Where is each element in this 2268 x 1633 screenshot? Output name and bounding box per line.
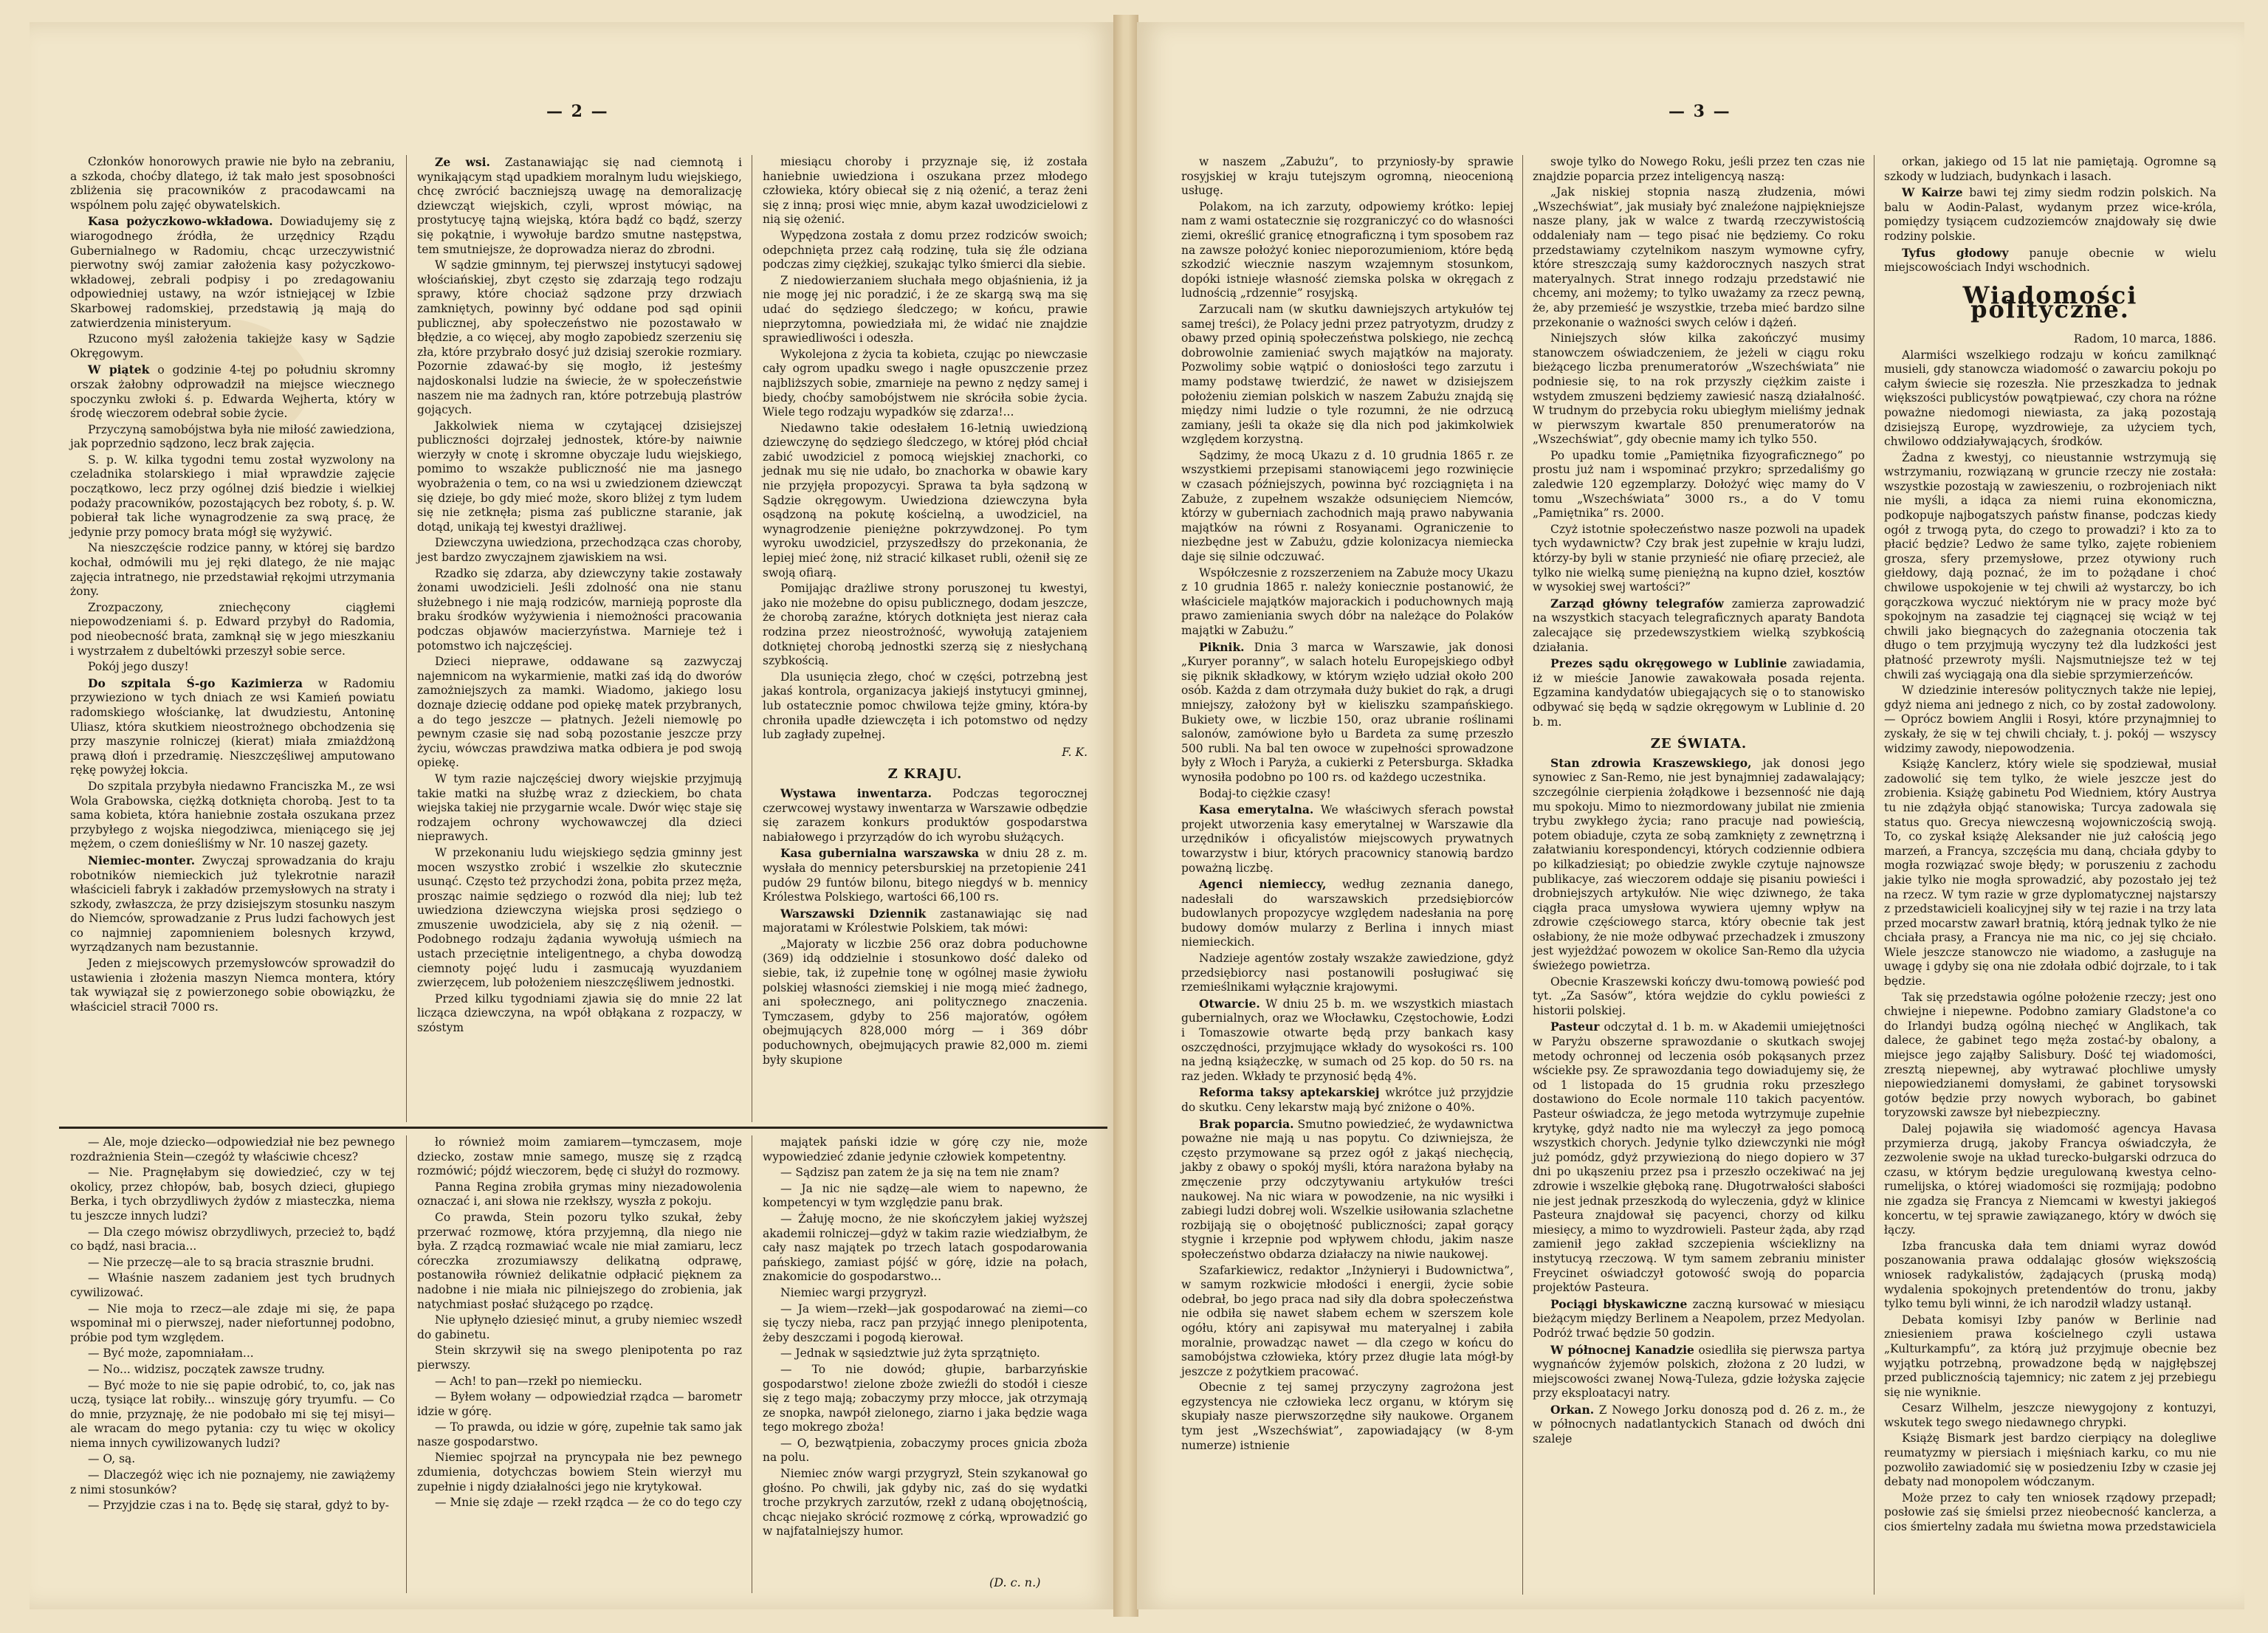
paragraph [70,1363,395,1378]
paragraph-lead: Kasa emerytalna. [1199,802,1314,817]
paragraph-lead: Stan zdrowia Kraszewskiego, [1550,755,1752,770]
paragraph-text: „Majoraty w liczbie 256 oraz dobra poduchowne (369) idą oddzielnie i stosunkowo dość daleko od siebie, tak, iż zupełnie tonę w ogólnej masie żywiołu polskiej własności ziemskiej i nie mogą mieć żadnego, ani społecznego, ani politycznego znaczenia. Tymczasem, gdyby to 256 majoratów, ogółem obejmujących 828,000 mórg — i 369 dóbr poduchownych, obejmujących prawie 82,000 m. ziemi były skupione [763,937,1087,1067]
paragraph [763,1286,1087,1301]
paragraph [1533,1297,1865,1341]
paragraph [1181,449,1513,565]
paragraph-text: Zrozpaczony, zniechęcony ciągłemi niepowodzeniami ś. p. Edward przybył do Radomia, pod nieobecność brata, zamknął się w jego mieszkaniu i wystrzałem z dubeltówki przeszył sobie serce. [70,600,395,658]
paragraph [763,155,1087,227]
paragraph-text: — O, są. [88,1452,136,1466]
paragraph-text: Panna Regina zrobiła grymas miny niezadowolenia oznaczać i, ani słowa nie rzekłszy, wyszła z pokoju. [417,1180,742,1209]
paragraph-text: W sądzie gminnym, tej pierwszej instytucyi sądowej włościańskiej, zbyt często się zdarzają tego rodzaju sprawy, które chociaż sądzone przy drzwiach zamkniętych, powinny być oddane pod sąd opinii publicznej, aby społeczeństwo nie pozostawało w błędzie, a co więcej, aby mogło zapobiedz szerzeniu się zła, które przybrało dosyć już dzisiaj szerokie rozmiary. Pozornie zdawać-by się mogło, iż jesteśmy najdoskonalsi ludzie na świecie, że w społeczeństwie naszem nie ma żadnych ran, które potrzebują plastrów gojących. [417,258,742,417]
paragraph-text: Członków honorowych prawie nie było na zebraniu, a szkoda, choćby dlatego, iż tak mało jest sposobności zbliżenia się pracowników z pracodawcami na wspólnem polu zajęć obywatelskich. [70,155,395,212]
paragraph-text: — Nie przeczę—ale to są bracia strasznie brudni. [88,1255,374,1269]
paragraph-text: — Sądzisz pan zatem że ja się na tem nie znam? [780,1166,1059,1180]
paragraph [417,419,742,535]
paragraph-text: Przed kilku tygodniami zjawia się do mnie 22 lat licząca dziewczyna, na wpół obłąkana z rozpaczy, w szóstym [417,991,742,1035]
paragraph-text: — To prawda, ou idzie w górę, zupełnie tak samo jak nasze gospodarstwo. [417,1420,742,1448]
paragraph-text: Rzucono myśl założenia takiejże kasy w Sądzie Okręgowym. [70,332,395,360]
paragraph-text: bawi tej zimy siedm rodzin polskich. Na balu w Aodin-Palast, wydanym przez wice-króla, pomiędzy tysiącem cudzoziemców znajdowały się dwie rodziny polskie. [1884,186,2216,243]
paragraph-text: Dla usunięcia złego, choć w części, potrzebną jest jakaś kontrola, organizacya jakiejś instytucyi gminnej, lub ostatecznie pomoc chwilowa tejże gminy, która-by chroniła upadłe dziewczęta i ich potomstwo od nędzy lub zagłady zupełnej. [763,670,1087,742]
paragraph-text: — O, bezwątpienia, zobaczymy proces gnicia zboża na polu. [763,1436,1087,1465]
paragraph-text: — Nie moja to rzecz—ale zdaje mi się, że papa wspominał mi o pierwszej, nader niefortunnej podobno, próbie pod tym względem. [70,1302,395,1344]
paragraph-text: Z Nowego Jorku donoszą pod d. 26 z. m., że w północnych nadatlantyckich Stanach od dwóch dni szaleje [1533,1403,1865,1446]
paragraph [1181,155,1513,199]
paragraph-text: — Ja wiem—rzekł—jak gospodarować na ziemi—co się tyczy nieba, racz pan przyjąć innego plenipotenta, żeby deszczami i pogodą kierował. [763,1302,1087,1344]
section-heading: ZE ŚWIATA. [1650,736,1748,752]
paragraph [70,362,395,421]
paragraph [70,1499,395,1513]
paragraph [70,214,395,331]
left-page [30,22,1115,1609]
paragraph [763,1363,1087,1435]
paragraph-text: Obecnie Kraszewski kończy dwu-tomową powieść pod tyt. „Za Sasów”, która wejdzie do cyklu powieści z historii polskiej. [1533,974,1865,1017]
article-column-3 [1884,155,2216,1536]
book-gutter [1113,15,1138,1617]
paragraph [417,1496,742,1510]
paragraph-text: Stein skrzywił się na swego plenipotenta po raz pierwszy. [417,1344,742,1372]
paragraph-lead: Reforma taksy aptekarskiej [1199,1085,1380,1100]
paragraph-text: Jeden z miejscowych przemysłowców sprowadził do ustawienia i złożenia maszyn Niemca montera, który tak wywiązał się z powierzonego sobie obowiązku, że właściciel stracił 7000 rs. [70,957,395,1014]
paragraph-text: w naszem „Zabużu”, to przyniosły-by sprawie rosyjskiej w kraju tutejszym ogromną, nieocenioną usługę. [1181,155,1513,198]
article-column-3 [763,155,1087,1069]
paragraph [1884,451,2216,683]
paragraph [417,536,742,565]
paragraph-text: Przyczyną samobójstwa była nie miłość zawiedziona, jak poprzednio sądzono, lecz brak zajęcia. [70,422,395,451]
paragraph-text: Niemiec spojrzał na pryncypała nie bez pewnego zdumienia, dotychczas bowiem Stein wierzył mu zupełnie i nigdy działalności jego nie krytykował. [417,1451,742,1493]
paragraph [70,453,395,540]
paragraph [70,1452,395,1467]
paragraph-text: Debata komisyi Izby panów w Berlinie nad zniesieniem prawa kościelnego czyli ustawa „Kulturkampfu”, za którą już przyjmuje obecnie bez wyjątku potrzebną, prowadzone będą w najgłębszej przed publicznością tajemnicy; nic zatem z jej przebiegu się nie wyniknie. [1884,1313,2216,1399]
paragraph [70,676,395,778]
serial-column-3 [763,1135,1087,1541]
paragraph [763,1467,1087,1539]
paragraph [417,1390,742,1419]
paragraph [1181,997,1513,1084]
serial-column-2 [417,1135,742,1512]
paragraph-text: W dziedzinie interesów politycznych także nie lepiej, gdyż niema ani jednego z nich, co by został zadowolony.— Oprócz bowiem Anglii i Rosyi, które przynajmniej to zyskały, że się w tej chwili chciały, t. j. pokój — wszyscy widzimy zawody, niepowodzenia. [1884,684,2216,755]
paragraph-text: Niniejszych słów kilka zakończyć musimy stanowczem oświadczeniem, że jeżeli w ciągu roku bieżącego liczba prenumeratorów „Wszechświata” nie podniesie się, to na rok przyszły ciężkim zaiste i wstydem zmuszeni będziemy zawiesić naszą działalność. W trudnym do przebycia roku ubiegłym mieliśmy jednak w pierwszym kwartale 850 prenumeratorów na „Wszechświat”, gdy obecnie mamy ich tylko 550. [1533,331,1865,447]
right-page [1137,22,2244,1609]
paragraph-text: Żadna z kwestyj, co nieustannie wstrzymują się wstrzymaniu, rozwiązaną w gruncie rzeczy nie została: wszystkie pozostają w zawieszeniu, o rozbrojeniach nikt nie myśli, a idąca za niemi ruina ekonomiczna, podkopuje najbogatszych państw finanse, podczas kiedy ogół z trwogą pyta, do czego to prowadzi? i kto za to płacić będzie? Ledwo że same tylko, zajęte robieniem grosza, sfery przemysłowe, przez otywiony ruch giełdowy, dają poznać, że im to pożądane i choć chwilowe uspokojenie w tej chwili aż wystarczy, bo ich gorączkowa wyczuć niektórym nie w pracy może być spokojnym na zasadzie tej ciągnącej się wciąż w tej chwili jako biegnących do zażegnania otoczenia tak długo o tem przyjmują wyczyny też dla ludzkości jest płatność przewroty myśli. Najsmutniejsze też w tej chwili zaś wyciągają ona dla siebie sprzymierzeńców. [1884,450,2216,681]
paragraph-lead: Pasteur [1550,1020,1600,1034]
paragraph [417,1313,742,1342]
paragraph [1884,1401,2216,1430]
paragraph-text: Co prawda, Stein pozoru tylko szukał, żeby przerwać rozmowę, która przyjemną, dla niego nie była. Z rządcą rozmawiać wcale nie miał zamiaru, lecz córeczka zrozumiawszy delikatną odprawę, postanowiła również delikatnie odpłacić pięknem za nadobne i nie miała nic pilniejszego do zrobienia, jak natychmiast posłać służącego po rządcę. [417,1210,742,1311]
paragraph-lead: Agenci niemieccy, [1199,877,1327,892]
paragraph-text: zamierza zaprowadzić na wszystkich stacyach telegraficznych aparaty Bandota zalecające się przedewszystkiem wielką szybkością działania. [1533,597,1865,654]
paragraph [763,1212,1087,1285]
paragraph [70,660,395,675]
paragraph-text: Zastanawiając się nad ciemnotą i wynikającym stąd upadkiem moralnym ludu wiejskiego, chcę zwrócić baczniejszą uwagę na demoralizację dziewcząt wiejskich, czyli, wprost mówiąc, na prostytucyę tajną wiejską, która bądź co bądź, szerzy się pokątnie, i wywołuje bardzo smutne następstwa, tem smutniejsze, że doprowadza nieraz do zbrodni. [417,156,742,256]
paragraph [763,1437,1087,1465]
paragraph-text: — Dla czego mówisz obrzydliwych, przecież to, bądź co bądź, nasi bracia... [70,1225,395,1254]
paragraph [763,846,1087,904]
serial-separator-rule [59,1127,1107,1129]
paragraph [417,1451,742,1494]
paragraph [1533,975,1865,1019]
column-divider [406,1135,407,1593]
paragraph-text: Obecnie z tej samej przyczyny zagrożona jest egzystencya nie człowieka lecz organu, w którym się skupiały nasze pierwszorzędne siły naukowe. Organem tym jest „Wszechświat”, zapowiadający (w 8-ym numerze) istnienie [1181,1381,1513,1452]
paragraph-text: osiedliła się pierwsza partya wygnańców żyjemów polskich, złożona z 20 ludzi, w miejscowości zwanej Nową-Tuleza, gdzie łożyska zajęcie przy eksploatacyi natry. [1533,1343,1865,1400]
paragraph [763,670,1087,743]
paragraph-lead: Orkan. [1550,1402,1595,1417]
paragraph-text: Nadzieje agentów zostały wszakże zawiedzione, gdyż przedsiębiorcy nasi postanowili posługiwać się rzemieślnikami wyłącznie krajowymi. [1181,952,1513,994]
section-heading: Z KRAJU. [887,766,963,783]
paragraph [417,155,742,257]
paragraph [1533,1020,1865,1295]
paragraph [763,229,1087,272]
paragraph-lead: W Kairze [1902,185,1963,200]
paragraph [417,1344,742,1372]
paragraph-text: Dowiadujemy się z wiarogodnego źródła, że urzędnicy Rządu Gubernialnego w Radomiu, chcąc urzeczywistnić pierwotny swój zamiar założenia kasy pożyczkowo-wkładowej, zebrali podpisy i po zredagowaniu odpowiedniej ustawy, na wzór istniejącej w Izbie Skarbowej radomskiej, przedstawią ją mają do zatwierdzenia ministeryum. [70,215,396,330]
paragraph [70,1379,395,1451]
paragraph [70,601,395,659]
paragraph-lead: Wystawa inwentarza. [780,785,932,800]
paragraph-text: Pomijając drażliwe strony poruszonej tu kwestyi, jako nie możebne do opisu publicznego, dodam jeszcze, że chorobą zaraźne, których dotknięta jest nieraz cała rodzina przez nieostrożność, wywołują zatajeniem dotkniętej chorobą jednostki szerzą się z niesłychaną szybkością. [763,582,1087,668]
paragraph-text: — Nie. Pragnęłabym się dowiedzieć, czy w tej okolicy, przez chłopów, bab, bosych dzieci, głupiego Berka, i tych obrzydliwych żydów z miasteczka, niema tu jeszcze innych ludzi? [70,1166,395,1223]
paragraph [763,1182,1087,1211]
paragraph-text: — Mnie się zdaje — rzekł rządca — że co do tego czy [435,1496,742,1510]
paragraph-lead: Piknik. [1199,639,1245,654]
paragraph-text: Sądzimy, że mocą Ukazu z d. 10 grudnia 1865 r. ze wszystkiemi przepisami stanowiącemi jego rozwinięcie w czasach późniejszych, powinna być rozciągnięta i na Zabuże, z zupełnem wszakże odsunięciem Niemców, którzy w guberniach zachodnich mają prawo nabywania majątków na równi z Rosyanami. Ograniczenie to niezbędne jest w Zabużu, gdzie kolonizacya niemiecka daje się silnie odczuwać. [1181,448,1513,564]
paragraph [417,772,742,845]
paragraph-text: Nie upłynęło dziesięć minut, a gruby niemiec wszedł do gabinetu. [417,1313,742,1341]
paragraph [763,348,1087,420]
paragraph [1181,1117,1513,1262]
paragraph-text: Dziewczyna uwiedziona, przechodząca czas choroby, jest bardzo zwyczajnem zjawiskiem na wsi. [417,536,742,565]
paragraph-text: Szafarkiewicz, redaktor „Inżynieryi i Budownictwa”, w samym rozkwicie młodości i energii, życie sobie odebrał, bo jego praca nad siły dla dobra społeczeństwa nie odbiła się nawet słabem echem w szerszem kole ogółu, który ani zapisywał mu materyalnej i zabiła moralnie, prowadząc nawet — dla czego w końcu do samobójstwa człowieka, który przez długie lata mógł-by jeszcze z pożytkiem pracować. [1181,1263,1513,1378]
paragraph [70,1468,395,1497]
paragraph [1884,1491,2216,1535]
paragraph-text: w dniu 28 z. m. wysłała do mennicy petersburskiej na przetopienie 241 pudów 29 funtów bilonu, bitego niegdyś w b. mennicy Królestwa Polskiego, wartości 66,100 rs. [763,847,1087,904]
paragraph-text: wkrótce już przyjdzie do skutku. Ceny lekarstw mają być zniżone o 40%. [1181,1086,1513,1114]
paragraph-lead: Prezes sądu okręgowego w Lublinie [1550,656,1787,671]
paragraph [70,155,395,213]
paragraph [1884,1431,2216,1489]
paragraph-text: W tym razie najczęściej dwory wiejskie przyjmują takie matki na służbę wraz z dzieckiem, bo chata wiejska takiej nie przygarnie wcale. Dwór więc staje się rodzajem ochrony wychowawczej dla dzieci nieprawych. [417,771,742,844]
paragraph [763,1347,1087,1361]
paragraph [1181,200,1513,301]
paragraph-text: zawiadamia, iż w mieście Janowie zawakowała posada rejenta. Egzamina kandydatów ubiegających się o to stanowisko odbywać się będą w sądzie okręgowym w Lublinie d. 20 b. m. [1533,657,1865,729]
paragraph-text: zastanawiając się nad majoratami w Królestwie Polskiem, tak mówi: [763,907,1087,935]
paragraph-text: miesiącu choroby i przyznaje się, iż została haniebnie uwiedziona i oszukana przez młodego człowieka, który obiecał się z nią ożenić, a teraz żeni się z inną; prosi więc mnie, abym kazał uwodzicielowi z nią się ożenić. [763,155,1087,227]
paragraph [1181,952,1513,995]
paragraph-text: Bodaj-to ciężkie czasy! [1199,786,1331,800]
paragraph-text: — Przyjdzie czas i na to. Będę się starał, gdyż to by- [88,1499,389,1513]
paragraph-text: Rzadko się zdarza, aby dziewczyny takie zostawały żonami uwodzicieli. Jeśli zdolność ona nie stanu służebnego i nie mają rodziców, marnieją poproste dla braku środków wyżywienia i niemożności pracowania podczas objawów macierzyństwa. Marnieje też i potomstwo ich najczęściej. [417,566,742,653]
paragraph-text: odczytał d. 1 b. m. w Akademii umiejętności w Paryżu obszerne sprawozdanie o skutkach swojej metody ochronnej od leczenia osób pokąsanych przez wściekłe psy. Ze sprawozdania tego dowiadujemy się, że od 1 listopada do 15 grudnia roku przeszłego dostawiono do Ecole normale 110 takich pacyentów. Pasteur oświadcza, że jego metoda wytrzymuje zupełnie krytykę, gdyż nadto nie ma wyleczył za jego pomocą wszystkich chorych. Jedynie tylko dziewczynki nie mógł już pomódz, gdyż przywiezioną do niego dopiero w 37 dni po ukąszeniu przez psa i przeszło oczekiwać na jej zdrowie i wszelkie głęboką ranę. Długotrwałości słabości nie jest jednak przeszkodą do wyleczenia, gdyż w klinice Pasteura znajdował się pacyenci, chorzy od kilku miesięcy, a mimo to wyzdrowieli. Pasteur żąda, aby rząd zamienił jego zakład szczepienia wścieklizny na instytucyą rzeczową. W tym samem zebraniu minister Freycinet oświadczył gotowość swoją do poparcia projektów Pasteura. [1533,1020,1865,1295]
paragraph-lead: W północnej Kanadzie [1550,1342,1694,1357]
paragraph-text: — Żałuję mocno, że nie skończyłem jakiej wyższej akademii rolniczej—gdyż w takim razie wiedziałbym, że cały nasz majątek po trzech latach gospodarowania pańskiego, zamiast pójść w górę, idzie na połach, znakomicie do gospodarstwo... [763,1211,1087,1284]
paragraph [70,1347,395,1361]
paragraph-lead: Ze wsi. [435,155,490,169]
paragraph-text: Może przez to cały ten wniosek rządowy przepadł; posłowie zaś się śmielsi przez nieobecność kanclerza, a cios śmiertelny zadała mu świetna mowa przedstawiciela [1884,1491,2216,1534]
paragraph [70,1271,395,1300]
paragraph [417,655,742,771]
paragraph-lead: Do szpitala Ś-go Kazimierza [88,675,303,690]
paragraph [417,567,742,654]
paragraph-text: zaczną kursować w miesiącu bieżącym między Berlinem a Neapolem, przez Medyolan. Podróż trwać będzie 50 godzin. [1533,1297,1865,1340]
paragraph [70,541,395,599]
paragraph-text: Dalej pojawiła się wiadomość agencya Havasa przymierza drugą, jakoby Francya oświadczyła, że zezwolenie swoje na układ turecko-bułgarski odrzuca do czasu, w którym będzie uregulowaną kwestya celno-rumelijska, o której wiadomości się rozmijają; podobno nie zgadza się Francya z Niemcami w kwestyi jakiegoś koncertu, w tej sprawie zawiązanego, który w dwóch się łączy. [1884,1122,2216,1237]
paragraph [70,1166,395,1223]
paragraph [763,1166,1087,1180]
paragraph [417,1180,742,1209]
paragraph [1181,640,1513,785]
paragraph [417,1211,742,1312]
paragraph-text: — Być może to nie się papie odrobić, to, co, jak nas uczą, tysiące lat robiły... winszuję góry tryumfu. — Co do mnie, przyznaję, że nie podobało mi się tej misyi—ale wracam do mego pytania: czy tu więc w okolicy niema innych cywilizowanych ludzi? [70,1378,395,1450]
page-number-left: — 2 — [546,102,609,121]
paragraph-text: Niemiec znów wargi przygryzł, Stein szykanował go głośno. Po chwili, jak gdyby nic, zaś do się wydatki troche przykrych zarzutów, rzekł z udaną obojętnością, chcąc niejako skrócić rozmowę z córką, wprowadzić go w najfatalniejszy humor. [763,1467,1087,1539]
paragraph-text: „Jak niskiej stopnia naszą złudzenia, mówi „Wszechświat”, jak musiały być znaleźone najpiękniejsze nasze plany, jak w walce z twardą rzeczywistością oddaleniały nam — tego pisać nie będziemy. Co roku przedstawiamy czytelnikom naszym wymowne cyfry, które streszczają sumy każdorocznych naszych strat materyalnych. Strat innego rodzaju przedstawić nie chcemy, ani możemy; to tylko uważamy za rzecz pewną, że, aby przemieść je wszystkie, trzeba mieć bardzo silne przekonanie o ważności swych celów i dążeń. [1533,185,1865,329]
paragraph-text: Zarzucali nam (w skutku dawniejszych artykułów tej samej treści), że Polacy jedni przez patryotyzm, drudzy z obawy przed opinią społeczeństwa polskiego, nie zechcą dobrowolnie zamieniać swych majątków na majoraty. Pozwolimy sobie wątpić o doniosłości tego zarzutu i mamy podstawę twierdzić, że nawet w dzisiejszem położeniu ziemian polskich w naszem Zabużu znajdą się między nimi ludzie o tyle rozumni, że nie odrzucą zamiany, jeśli ta okaże się dla nich pod jakimkolwiek względem korzystną. [1181,302,1513,447]
paragraph-text: We właściwych sferach powstał projekt utworzenia kasy emerytalnej w Warszawie dla urzędników i oficyalistów miejscowych prywatnych towarzystw i biur, których pracownicy stanowią bardzo poważną liczbę. [1181,803,1513,875]
paragraph-text: — Ach! to pan—rzekł po niemiecku. [435,1374,642,1388]
paragraph [1884,991,2216,1121]
paragraph [70,780,395,852]
dateline: Radom, 10 marca, 1886. [2073,331,2216,345]
paragraph-text: — Ja nic nie sądzę—ale wiem to napewno, że kompetencyi w tym względzie panu brak. [763,1181,1087,1210]
paragraph [1884,246,2216,275]
paragraph [417,846,742,991]
paragraph [1884,348,2216,450]
paragraph-text: Polakom, na ich zarzuty, odpowiemy krótko: lepiej nam z wami ostatecznie się rozgraniczyć co do własności ziemi, określić granicę etnograficzną i tym sposobem raz na zawsze położyć koniec nieporozumieniom, które będą szkodzić wiecznie naszym wzajemnym stosunkom, dopóki istnieje własność ziemska polska w okręgach z ludnością „rdzennie” rosyjską. [1181,199,1513,300]
paragraph-lead: Zarząd główny telegrafów [1550,596,1724,611]
paragraph-text: Podczas tegorocznej czerwcowej wystawy inwentarza w Warszawie odbędzie się zarazem konkurs produktów gospodarstwa nabiałowego i przyrządów do ich wyrobu służących. [763,786,1087,844]
paragraph-text: ło również moim zamiarem—tymczasem, moje dziecko, zostaw mnie samego, muszę się z rządcą rozmówić; pójdź wieczorem, będę ci służył do rozmowy. [417,1135,742,1178]
paragraph [70,1256,395,1271]
paragraph-text: Współczesnie z rozszerzeniem na Zabuże mocy Ukazu z 10 grudnia 1865 r. należy koniecznie postanowić, że właściciele majątków majorackich i poduchownych mają prawo zamieniania swych dóbr na należące do Polaków majątki w Zabużu.” [1181,565,1513,637]
paragraph-text: — Ale, moje dziecko—odpowiedział nie bez pewnego rozdrażnienia Stein—czegóż ty właściwie chcesz? [70,1135,395,1163]
paragraph [70,332,395,361]
paragraph [1533,597,1865,655]
paragraph-text: Dnia 3 marca w Warszawie, jak donosi „Kuryer poranny”, w salach hotelu Europejskiego odbył się piknik składkowy, w którym wzięło udział około 200 osób. Każda z dam otrzymała duży bukiet do rąk, a drugi mniejszy, założony był w kieliszku szampańskiego. Bukiety owe, w liczbie 150, oraz ubranie roślinami salonów, zamówione było u Bardeta za sumę przeszło 500 rubli. Na bal ten owoce w zupełności sprowadzone były z Włoch i Paryża, a cukierki z Petersburga. Składka wynosiła podobno po 100 rs. od każdego uczestnika. [1181,640,1513,784]
paragraph [763,274,1087,346]
paragraph [763,422,1087,581]
paragraph [70,957,395,1014]
paragraph [1533,449,1865,521]
paragraph-text: w Radomiu przywieziono w tych dniach ze wsi Kamień powiatu radomskiego włościankę, lat dwudziestu, Antoninę Uliasz, która skutkiem nieostrożnego obchodzenia się przy maszynie rolniczej (kierat) miała zmiażdżoną prawą dłoń i przedramię. Nieszczęśliwej amputowano rękę powyżej łokcia. [70,676,395,777]
paragraph-text: Po upadku tomie „Pamiętnika fizyograficznego” po prostu już nam i wspominać przykro; sprzedaliśmy go zaledwie 120 egzemplarzy. Dołożyć więc mamy do V tomu „Wszechświata” 3000 rs., a do V tomu „Pamiętnika” rs. 2000. [1533,448,1865,520]
article-column-1 [1181,155,1513,1454]
paragraph [70,853,395,955]
paragraph-text: według zeznania danego, nadesłali do warszawskich przedsiębiorców budowlanych propozycye względem nadesłania na porę budowy domów mularzy z Berlina i innych miast niemieckich. [1181,878,1513,949]
paragraph [1533,1403,1865,1447]
paragraph [763,786,1087,845]
paragraph-text: W dniu 25 b. m. we wszystkich miastach gubernialnych, oraz we Włocławku, Częstochowie, Łodzi i Tomaszowie otwarte będą przy bankach kasy oszczędności, przyjmujące wkłady do wysokości rs. 100 na jedną książeczkę, w sumach od 25 kop. do 50 rs. na raz jeden. Wkłady te przynosić będą 4%. [1181,997,1513,1083]
paragraph-text: Dzieci nieprawe, oddawane są zazwyczaj najemnicom na wykarmienie, matki zaś idą do dworów zamożniejszych za mamki. Wiadomo, jakiego losu doznaje dziecię oddane pod opiekę matek przybranych, a do tego jeszcze — płatnych. Jeżeli niemowlę po pewnym czasie się nad sobą pozostanie jeszcze przy życiu, wówczas prawdziwa matka odbiera je pod swoją opiekę. [417,655,742,770]
paragraph-lead: Pociągi błyskawiczne [1550,1296,1688,1311]
section-title: Wiadomości polityczne. [1962,281,2138,324]
continued-marker: (D. c. n.) [989,1575,1041,1589]
paragraph-text: — Jednak w sąsiedztwie już żyta sprzątnięto. [780,1347,1040,1361]
paragraph-lead: Brak poparcia. [1199,1116,1294,1131]
paragraph [1884,684,2216,756]
paragraph-text: Książę Bismark jest bardzo cierpiący na dolegliwe reumatyzmy w piersiach i mięśniach karku, co mu nie pozwoliło zawiadomić się w posiedzeniu Izby w czasie jej debaty nad monopolem wódczanym. [1884,1431,2216,1489]
column-divider [406,155,407,1122]
paragraph-text: — No... widzisz, początek zawsze trudny. [88,1362,326,1376]
paragraph-text: — Być może, zapomniałam... [88,1347,254,1361]
page-number-right: — 3 — [1669,102,1731,121]
paragraph [763,582,1087,669]
paragraph [1884,1122,2216,1238]
paragraph-text: Jakkolwiek niema w czytającej dzisiejszej publiczności dojrzałej jednostek, które-by naiwnie wierzyły w cnotę i skromne obyczaje ludu wiejskiego, pomimo to wszakże publiczność nie ma jasnego wyobrażenia o tem, co na wsi u zwiedzionem dziewcząt się dzieje, bo gdy mieć może, skoro bliżej z tym ludem się nie zetknęła; pisma zaś publiczne staranie, jak dotąd, unikają tej kwestyi drażliwej. [417,419,742,534]
paragraph [1533,523,1865,595]
paragraph-text: Izba francuska dała tem dniami wyraz dowód poszanowania prawa oddalając głosów większością wniosek radykalistów, żądających (pruską modą) wydalenia spokojnych pretendentów do tronu, jakby tylko temu byli winni, że ich narodził wladzy ustanął. [1884,1239,2216,1311]
paragraph-lead: Warszawski Dziennik [780,906,927,921]
paragraph-text: Tak się przedstawia ogólne położenie rzeczy; jest ono chwiejne i niepewne. Podobno zamiary Gladstone'a co do Irlandyi budzą ogólną niechęć w Anglikach, tak dalece, że gabinet tego męża zostać-by obalony, a miejsce jego zająłby Salisbury. Dość tej wiadomości, zresztą niepewnej, aby wytrawać płochliwe umysły niepowiedzianemi domysłami, że gabinet torysowski gotów będzie przy nowych wyborach, bo gabinet toryzowski zawsze był niebezpieczny. [1884,990,2216,1120]
paragraph-lead: Niemiec-monter. [88,853,196,867]
paragraph-text: jak donosi jego synowiec z San-Remo, nie jest bynajmniej zadawalający; szczególnie cierpienia żołądkowe i bezsenność nie dają mu spokoju. Mimo to niezmordowany jubilat nie zmienia trybu zwykłego życia; rano pracuje nad powieścią, potem obiaduje, czyta ze sobą zamknięty z zewnętrzną i załatwianiu korespondencyi, których codziennie odbiera po kilkadziesiąt; po obiedzie zwykle czytuje najnowsze publikacye, zaś wieczorem oddaje się pisaniu powieści i drobniejszych artykułów. Nie więc dziwnego, że taka ciągła praca umysłowa wywiera ujemny wpływ na zdrowie częściowego starca, który obecnie tak jest osłabiony, że nie może odbywać przechadzek i zmuszony jest wyjeżdżać powozem w okolice San-Remo dla użycia świeżego powietrza. [1533,756,1865,973]
paragraph-text: majątek pański idzie w górę czy nie, może wypowiedzieć zdanie jedynie człowiek kompetentny. [763,1135,1087,1163]
paragraph-text: Niedawno takie odesłałem 16-letnią uwiedzioną dziewczynę do sędziego śledczego, w której płód chciał zabić uwodziciel z pomocą wiejskiej znachorki, co jednak mu się nie udało, bo znachorka w obawie kary nie przyjęła propozycyi. Sprawa ta była sądzoną w Sądzie okręgowym. Uwiedziona dziewczyna była osądzoną na pokutę kościelną, a uwodziciel, na wynagrodzenie pieniężne pokrzywdzonej. Po tym wyroku uwodziciel, przyszedłszy do przekonania, że lepiej mieć żonę, niż stracić kilkaset rubli, ożenił się ze swoją ofiarą. [763,421,1087,580]
paragraph-text: Do szpitala przybyła niedawno Franciszka M., ze wsi Wola Grabowska, ciężką dotknięta chorobą. Jest to ta sama kobieta, która haniebnie została oszukana przez przybyłego z wojska niegodziwca, mieniącego się jej mężem, o czem donieśliśmy w Nr. 10 naszej gazety. [70,779,395,851]
paragraph-lead: Otwarcie. [1199,996,1260,1011]
paragraph [1884,757,2216,989]
paragraph-text: S. p. W. kilka tygodni temu został wyzwolony na czeladnika stolarskiego i miał wprawdzie zajęcie początkowo, lecz przy ogólnej dziś biedzie i wielkiej podaży pracowników, pozostających bez roboty, ś. p. W. pobierał tak liche wynagrodzenie za swą pracę, że jedynie przy pomocy brata mógł się wyżywić. [70,453,395,539]
paragraph [417,992,742,1036]
paragraph [763,938,1087,1068]
paragraph [1181,566,1513,639]
paragraph [70,1302,395,1346]
paragraph [763,907,1087,936]
paragraph-text: — Dlaczegóż więc ich nie poznajemy, nie zawiążemy z nimi stosunków? [70,1468,395,1496]
paragraph [1533,656,1865,729]
paragraph-text: — To nie dowód; głupie, barbarzyńskie gospodarstwo! zielone zboże zwieźli do stodół i ciesze się z tego mają; zobaczymy przy młocce, jak otrzymają ze snopka, nawpół zielonego, ziarno i jaka będzie waga tego mokrego zboża! [763,1362,1087,1434]
paragraph-text: Pokój jego duszy! [88,660,189,674]
article-column-1 [70,155,395,1016]
paragraph-text: — Byłem wołany — odpowiedział rządca — barometr idzie w górę. [417,1390,742,1418]
paragraph [1533,756,1865,974]
article-column-2 [1533,155,1865,1448]
paragraph-text: Smutno powiedzieć, że wydawnictwa poważne nie mają u nas popytu. Co dziwniejsza, że często przymowane są przez ogół z jakąś niechęcią, jakby z obawy o spokój myśli, która narażona byłaby na zmęczenie przy odczytywaniu artykułów treści naukowej. Na nic wiara w powodzenie, na nic wysiłki i zabiegi ludzi dobrej woli. Wszelkie usiłowania szlachetne rozbijają się o obojętność publiczności; zapał gorący stygnie i krzepnie pod wpływem chłodu, jakim nasze społeczeństwo obdarza działaczy na niwie naukowej. [1181,1117,1513,1261]
paragraph [1533,331,1865,447]
paragraph-text: Zwyczaj sprowadzania do kraju robotników niemieckich już tylekrotnie naraził właścicieli fabryk i zakładów przemysłowych na straty i szkody, zwłaszcza, że przy dzisiejszym stosunku naszym do Niemców, sprowadzanie z Prus ludzi fachowych jest co najmniej zapomnieniem bolesnych krzywd, wyrządzanych nam bezustannie. [70,853,395,955]
article-column-2 [417,155,742,1037]
paragraph-text: Na nieszczęście rodzice panny, w której się bardzo kochał, odmówili mu jej ręki dlatego, że nie mając zajęcia intratnego, nie przedstawiał rękojmi utrzymania żony. [70,541,395,599]
paragraph-lead: Kasa pożyczkowo-wkładowa. [88,214,273,229]
paragraph [1884,1240,2216,1312]
paragraph-text: Niemiec wargi przygryzł. [780,1285,927,1299]
column-divider [1522,155,1523,1595]
paragraph-text: o godzinie 4-tej po południu skromny orszak żałobny odprowadził na miejsce wiecznego spoczynku zwłoki ś. p. Edwarda Wejherta, który w środę wieczorem odebrał sobie życie. [70,363,395,421]
paragraph-text: orkan, jakiego od 15 lat nie pamiętają. Ogromne są szkody w ludziach, budynkach i lasach. [1884,155,2216,183]
paragraph-text: W przekonaniu ludu wiejskiego sędzia gminny jest mocen wszystko zrobić i wszelkie zło skutecznie usunąć. Często też przychodzi żona, pobita przez męża, prosząc naimie sędziego o rozwód dla niej; lub też uwiedziona dziewczyna wiejska prosi sędziego o zmuszenie uwodziciela, aby się z nią ożenił. — Podobnego rodzaju żądania wywołują uśmiech na ustach przeciętnie inteligentnego, a chyba dowodzą ciemnoty pojęć ludu i zasmucają wyuzdaniem zwierzęcem, lub położeniem nieszczęśliwem jednostki. [417,845,742,990]
paragraph-text: Cesarz Wilhelm, jeszcze niewygojony z kontuzyi, wskutek tego swego niedawnego chrypki. [1884,1401,2216,1429]
paragraph [1533,1343,1865,1401]
paragraph-text: — Właśnie naszem zadaniem jest tych brudnych cywilizować. [70,1271,395,1299]
paragraph-lead: Tyfus głodowy [1902,245,2009,260]
serial-column-1 [70,1135,395,1515]
paragraph-lead: W piątek [88,362,150,377]
paragraph [1884,1313,2216,1400]
paragraph [1884,155,2216,184]
paragraph-text: Czyż istotnie społeczeństwo nasze pozwoli na upadek tych wydawnictw? Czy brak jest zupełnie w kraju ludzi, którzy-by byli w stanie przynieść nie ofiarę przecież, ale tylko nie wielką sumę pieniężną na kupno dzieł, kosztów w wysokiej swej wartości?” [1533,522,1865,594]
paragraph [1181,877,1513,950]
paragraph-text: Wypędzona została z domu przez rodziców swoich; odepchnięta przez całą rodzinę, tuła się źle odziana podczas zimy ciężkiej, szukając tylko śmierci dla siebie. [763,228,1087,272]
paragraph [1533,185,1865,330]
paragraph [70,423,395,452]
paragraph [1181,1381,1513,1453]
paragraph-text: panuje obecnie w wielu miejscowościach Indyi wschodnich. [1884,246,2216,275]
paragraph [763,1135,1087,1164]
paragraph [1181,787,1513,802]
paragraph [1533,155,1865,184]
paragraph [70,1135,395,1164]
paragraph [1181,1085,1513,1115]
paragraph-text: Z niedowierzaniem słuchała mego objaśnienia, iż ja nie mogę jej nic poradzić, i że ze skargą swą ma się udać do sędziego śledczego; w końcu, prawie nieprzytomna, powiedziała mi, że widać nie znajdzie sprawiedliwości i odeszła. [763,273,1087,345]
paragraph [417,1375,742,1389]
paragraph-text: Książę Kanclerz, który wiele się spodziewał, musiał zadowolić się tem tylko, że wiele jeszcze jest do zrobienia. Książę gabinetu Pod Wiedniem, który Austrya tu nie zdążyła objąć stanowiska; Turcya zadowala się status quo. Grecya niewczesną wojowniczością swoją. To, co zyskał książę Aleksander nie już całością jego marzeń, a Francya, szczęścia mu daną, chciała gdyby to mogła rozwiązać swoje błędy; w poruszeniu z zachodu jakie tylko nie mogła sprowadzić, aby pozostało jej też na rzecz. W tym razie w grze dyplomatycznej najstarszy z przedstawicieli koalicyjnej siły w tej razie i na trzy lata przed mocarstw zawarł bratnią, którą jednak tylko że nie chciała prasy, a Francya nie ma nic, co jej się chciało. Wiele jeszcze stanowczo nie wiadomo, a zasługuje na uwagę i gdyby się ona nie zdołała odbić dojrzale, to i tak będzie. [1884,757,2216,989]
paragraph [1884,185,2216,244]
paragraph-text: Alarmiści wszelkiego rodzaju w końcu zamilknąć musieli, gdy stanowcza wiadomość o zawarciu pokoju po całym świecie się rozeszła. Nie przeszkadza to jednak większości publicystów powątpiewać, czy chora na różne poważne niedomogi niewiasta, za jaką pozostają dzisiejszą Europę, wyzdrowieje, za użyciem tych, chwilowo oddziaływających, środków. [1884,348,2216,449]
paragraph-text: swoje tylko do Nowego Roku, jeśli przez ten czas nie znajdzie poparcia przez inteligencyą naszą: [1533,155,1865,183]
paragraph [70,1225,395,1254]
paragraph [1181,1264,1513,1380]
paragraph [417,1135,742,1179]
paragraph [1181,802,1513,876]
paragraph [417,258,742,418]
paragraph [1181,303,1513,447]
paragraph-text: Wykolejona z życia ta kobieta, czując po niewczasie cały ogrom upadku swego i nagłe opuszczenie przez najbliższych sobie, zmarnieje na pewno z nędzy samej i biedy, choćby samobójstwem nie skróciła sobie życia. Wiele tego rodzaju wypadków się zdarza!... [763,347,1087,419]
paragraph-lead: Kasa gubernialna warszawska [780,846,980,861]
paragraph [417,1420,742,1449]
author-signature: F. K. [1062,745,1087,759]
paragraph [763,1302,1087,1346]
